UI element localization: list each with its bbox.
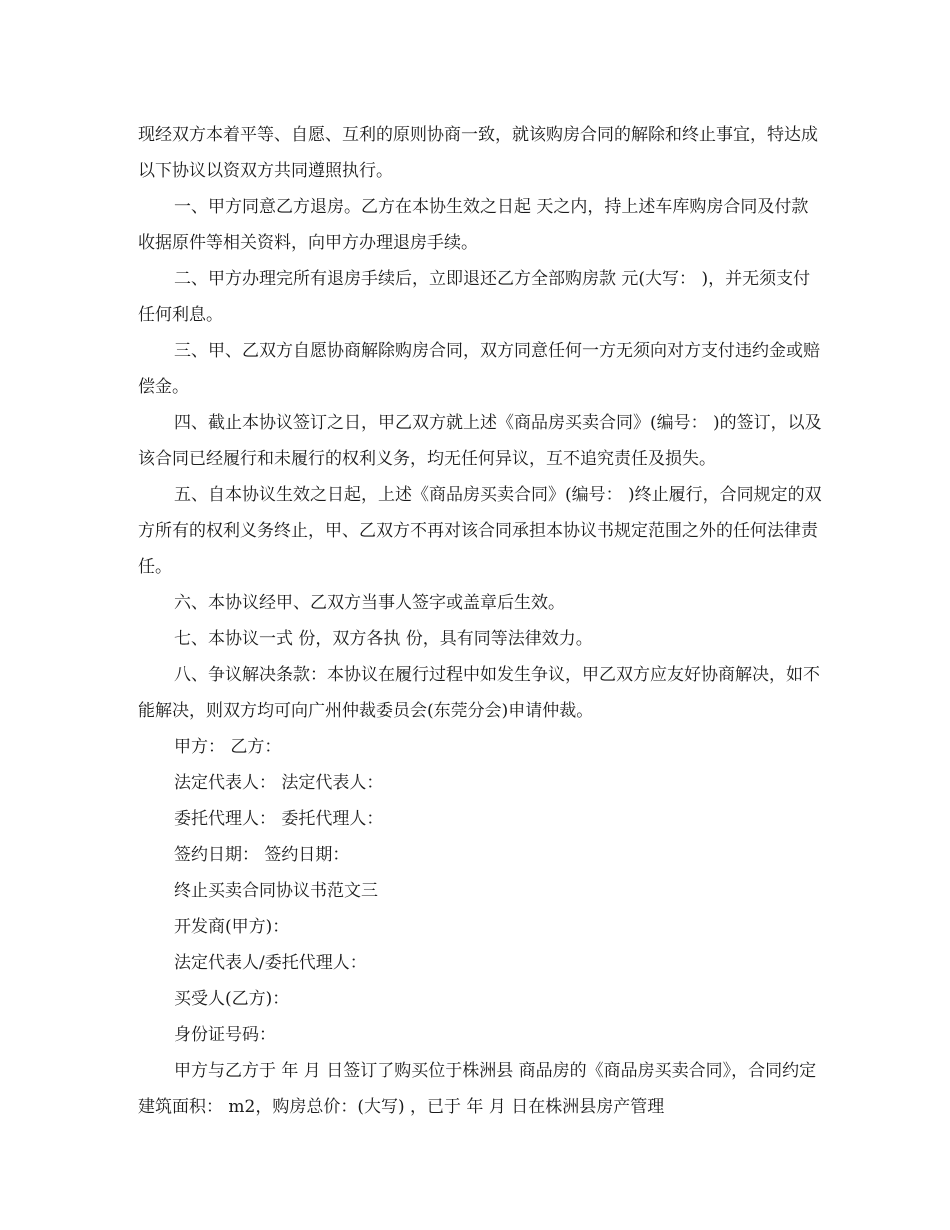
id-number-line: 身份证号码： [174,1025,276,1045]
closing-paragraph: 甲方与乙方于 年 月 日签订了购买位于株洲县 商品房的《商品房买卖合同》，合同约定建筑面积： m2，购房总价：(大写) ，已于 年 月 日在株洲县房产管理 [138,1061,817,1117]
buyer-line: 买受人(乙方)： [174,989,290,1009]
clause-3-paragraph: 三、甲、乙双方自愿协商解除购房合同，双方同意任何一方无须向对方支付违约金或赔偿金。 [138,341,820,397]
clause-8-paragraph: 八、争议解决条款：本协议在履行过程中如发生争议，甲乙双方应友好协商解决，如不能解决，则双方均可向广州仲裁委员会(东莞分会)申请仲裁。 [138,665,820,721]
clause-2-paragraph: 二、甲方办理完所有退房手续后，立即退还乙方全部购房款 元(大写： )，并无须支付任何利息。 [138,269,811,325]
clause-6-paragraph: 六、本协议经甲、乙双方当事人签字或盖章后生效。 [174,593,565,613]
document-body [138,117,823,1125]
legal-reps-line: 法定代表人： 法定代表人： [174,773,384,793]
party-names-line: 甲方： 乙方： [174,737,282,757]
agents-line: 委托代理人： 委托代理人： [174,809,384,829]
clause-1-paragraph: 一、甲方同意乙方退房。乙方在本协生效之日起 天之内，持上述车库购房合同及付款收据原件等相关资料，向甲方办理退房手续。 [138,197,809,253]
developer-line: 开发商(甲方)： [174,917,290,937]
clause-5-paragraph: 五、自本协议生效之日起，上述《商品房买卖合同》(编号： )终止履行，合同规定的双方所有的权利义务终止，甲、乙双方不再对该合同承担本协议书规定范围之外的任何法律责任。 [138,485,822,577]
section-title: 终止买卖合同协议书范文三 [174,881,378,901]
developer-rep-line: 法定代表人/委托代理人： [174,953,367,973]
clause-7-paragraph: 七、本协议一式 份，双方各执 份，具有同等法律效力。 [174,629,593,649]
intro-paragraph: 现经双方本着平等、自愿、互利的原则协商一致，就该购房合同的解除和终止事宜，特达成以下协议以资双方共同遵照执行。 [138,125,818,181]
sign-dates-line: 签约日期： 签约日期： [174,845,350,865]
clause-4-paragraph: 四、截止本协议签订之日，甲乙双方就上述《商品房买卖合同》(编号： )的签订，以及该合同已经履行和未履行的权利义务，均无任何异议，互不追究责任及损失。 [138,413,822,469]
